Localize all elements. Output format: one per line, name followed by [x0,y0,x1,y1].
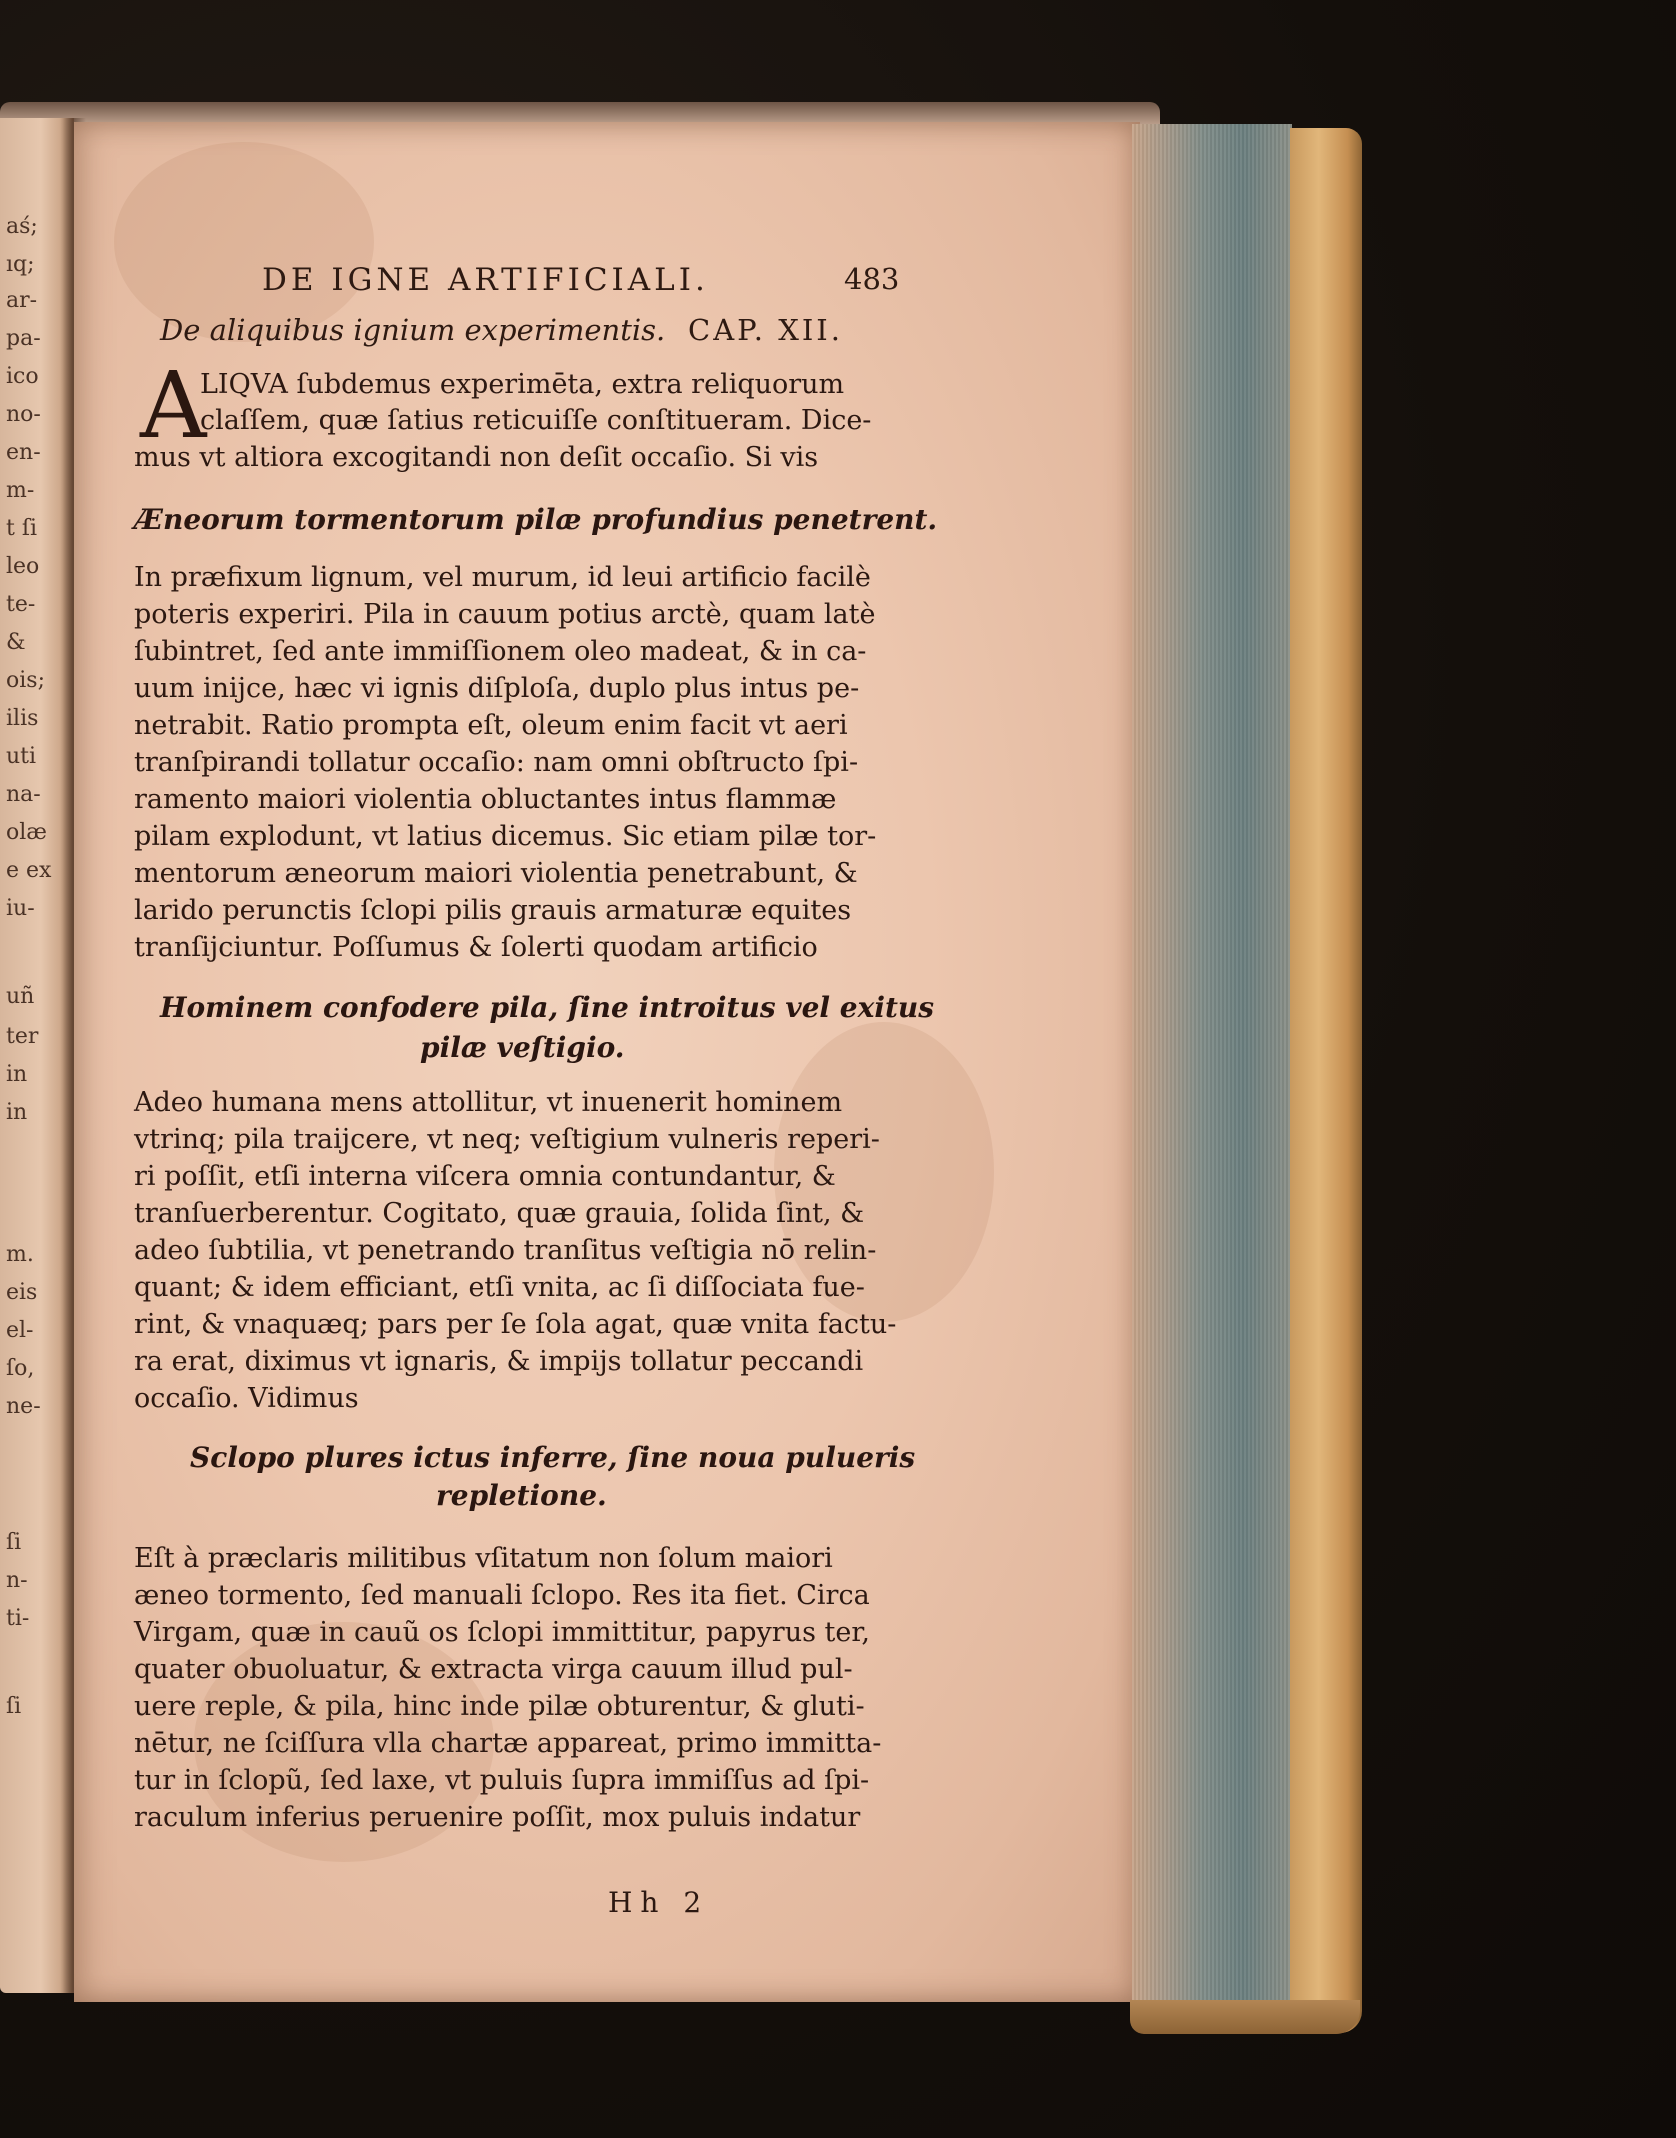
text-line: mentorum æneorum maiori violentia penetrabunt, & [134,858,858,889]
text-line: tranſijciuntur. Poſſumus & ſolerti quodam artificio [134,932,818,963]
left-fragment: iu- [6,896,35,921]
left-fragment: ter [6,1024,39,1049]
text-line: tranſpirandi tollatur occaſio: nam omni obſtructo ſpi- [134,747,859,778]
text-line: LIQVA ſubdemus experimēta, extra reliquorum [200,369,845,400]
left-fragment: ſi [6,1694,22,1719]
left-fragment: ſi [6,1530,22,1555]
section-heading: Sclopo plures ictus inferre, ſine noua pulueris [190,1441,916,1474]
left-fragment: in [6,1062,28,1087]
text-line: ſubintret, ſed ante immiſſionem oleo madeat, & in ca- [134,636,867,667]
text-line: Virgam, quæ in cauũ os ſclopi immittitur, papyrus ter, [134,1617,870,1648]
left-fragment: eis [6,1280,38,1305]
text-line: Eſt à præclaris militibus vſitatum non ſolum maiori [134,1543,833,1574]
text-line: adeo ſubtilia, vt penetrando tranſitus veſtigia nō relin- [134,1235,877,1266]
text-line: ra erat, diximus vt ignaris, & impijs tollatur peccandi [134,1346,864,1377]
chapter-number: CAP. XII. [688,313,843,347]
text-line: larido perunctis ſclopi pilis grauis armaturæ equites [134,895,852,926]
left-fragment: m. [6,1242,34,1267]
text-line: vtrinq; pila traijcere, vt neq; veſtigium vulneris reperi- [134,1124,880,1155]
drop-cap: A [140,352,207,459]
left-fragment: e ex [6,858,52,883]
left-fragment: en- [6,440,41,465]
section-heading: Æneorum tormentorum pilæ profundius penetrent. [134,503,938,536]
text-line: rint, & vnaquæq; pars per ſe ſola agat, quæ vnita factu- [134,1309,897,1340]
text-line: In præfixum lignum, vel murum, id leui artificio facilè [134,562,871,593]
left-fragment: ſo, [6,1356,35,1381]
text-line: poteris experiri. Pila in cauum potius arctè, quam latè [134,599,876,630]
left-fragment: leo [6,554,40,579]
chapter-title: De aliquibus ignium experimentis. [160,313,666,347]
left-fragment: te- [6,592,36,617]
left-fragment: ıq; [6,252,35,277]
text-line: mus vt altiora excogitandi non deſit occaſio. Si vis [134,442,819,473]
text-line: nētur, ne ſciſſura vlla chartæ appareat, primo immitta- [134,1728,882,1759]
left-fragment: aś; [6,214,38,239]
left-fragment: & [6,630,26,655]
left-fragment: ilis [6,706,39,731]
left-fragment: no- [6,402,41,427]
text-line: tranſuerberentur. Cogitato, quæ grauia, ſolida ſint, & [134,1198,865,1229]
left-fragment: el- [6,1318,34,1343]
left-fragment: uñ [6,984,35,1009]
left-fragment: in [6,1100,28,1125]
page-fore-edge [1132,124,1292,2009]
left-fragment: t ſi [6,516,38,541]
text-line: ramento maiori violentia obluctantes intus flammæ [134,784,837,815]
text-line: claſſem, quæ ſatius reticuiſſe conſtitueram. Dice- [200,405,872,436]
left-fragment: ne- [6,1394,41,1419]
running-head [262,262,902,302]
chapter-heading [160,313,920,353]
text-line: ri poſſit, etſi interna viſcera omnia contundantur, & [134,1161,836,1192]
vellum-cover-bottom [1130,2000,1360,2034]
text-line: occaſio. Vidimus [134,1383,359,1414]
section-heading: pilæ veſtigio. [420,1031,625,1064]
vellum-cover-edge [1290,128,1362,2033]
left-fragment: na- [6,782,41,807]
left-fragment: n- [6,1568,28,1593]
text-line: quant; & idem efficiant, etſi vnita, ac ſi diſſociata fue- [134,1272,865,1303]
text-line: Adeo humana mens attollitur, vt inuenerit hominem [134,1087,843,1118]
left-fragment: ti- [6,1606,30,1631]
left-fragment: olæ [6,820,47,845]
left-fragment: uti [6,744,37,769]
text-line: uum inijce, hæc vi ignis diſploſa, duplo plus intus pe- [134,673,860,704]
text-line: pilam explodunt, vt latius dicemus. Sic etiam pilæ tor- [134,821,877,852]
section-heading: repletione. [436,1479,607,1512]
left-fragment: ico [6,364,39,389]
section-heading: Hominem confodere pila, ſine introitus vel exitus [160,991,935,1024]
text-line: raculum inferius peruenire poſſit, mox puluis indatur [134,1802,861,1833]
left-fragment: m- [6,478,35,503]
text-line: tur in ſclopũ, ſed laxe, vt puluis ſupra immiſſus ad ſpi- [134,1765,870,1796]
text-line: quater obuoluatur, & extracta virga cauum illud pul- [134,1654,853,1685]
foxing-stain [114,142,374,342]
left-fragment: pa- [6,326,41,351]
text-line: æneo tormento, ſed manuali ſclopo. Res ita fiet. Circa [134,1580,870,1611]
text-line: uere reple, & pila, hinc inde pilæ obturentur, & gluti- [134,1691,865,1722]
left-fragment: ar- [6,288,38,313]
signature-mark: Hh 2 [608,1886,710,1919]
page-number: 483 [844,262,900,296]
running-head-title: DE IGNE ARTIFICIALI. [262,262,709,298]
text-line: netrabit. Ratio prompta eſt, oleum enim facit vt aeri [134,710,848,741]
left-fragment: ois; [6,668,45,693]
